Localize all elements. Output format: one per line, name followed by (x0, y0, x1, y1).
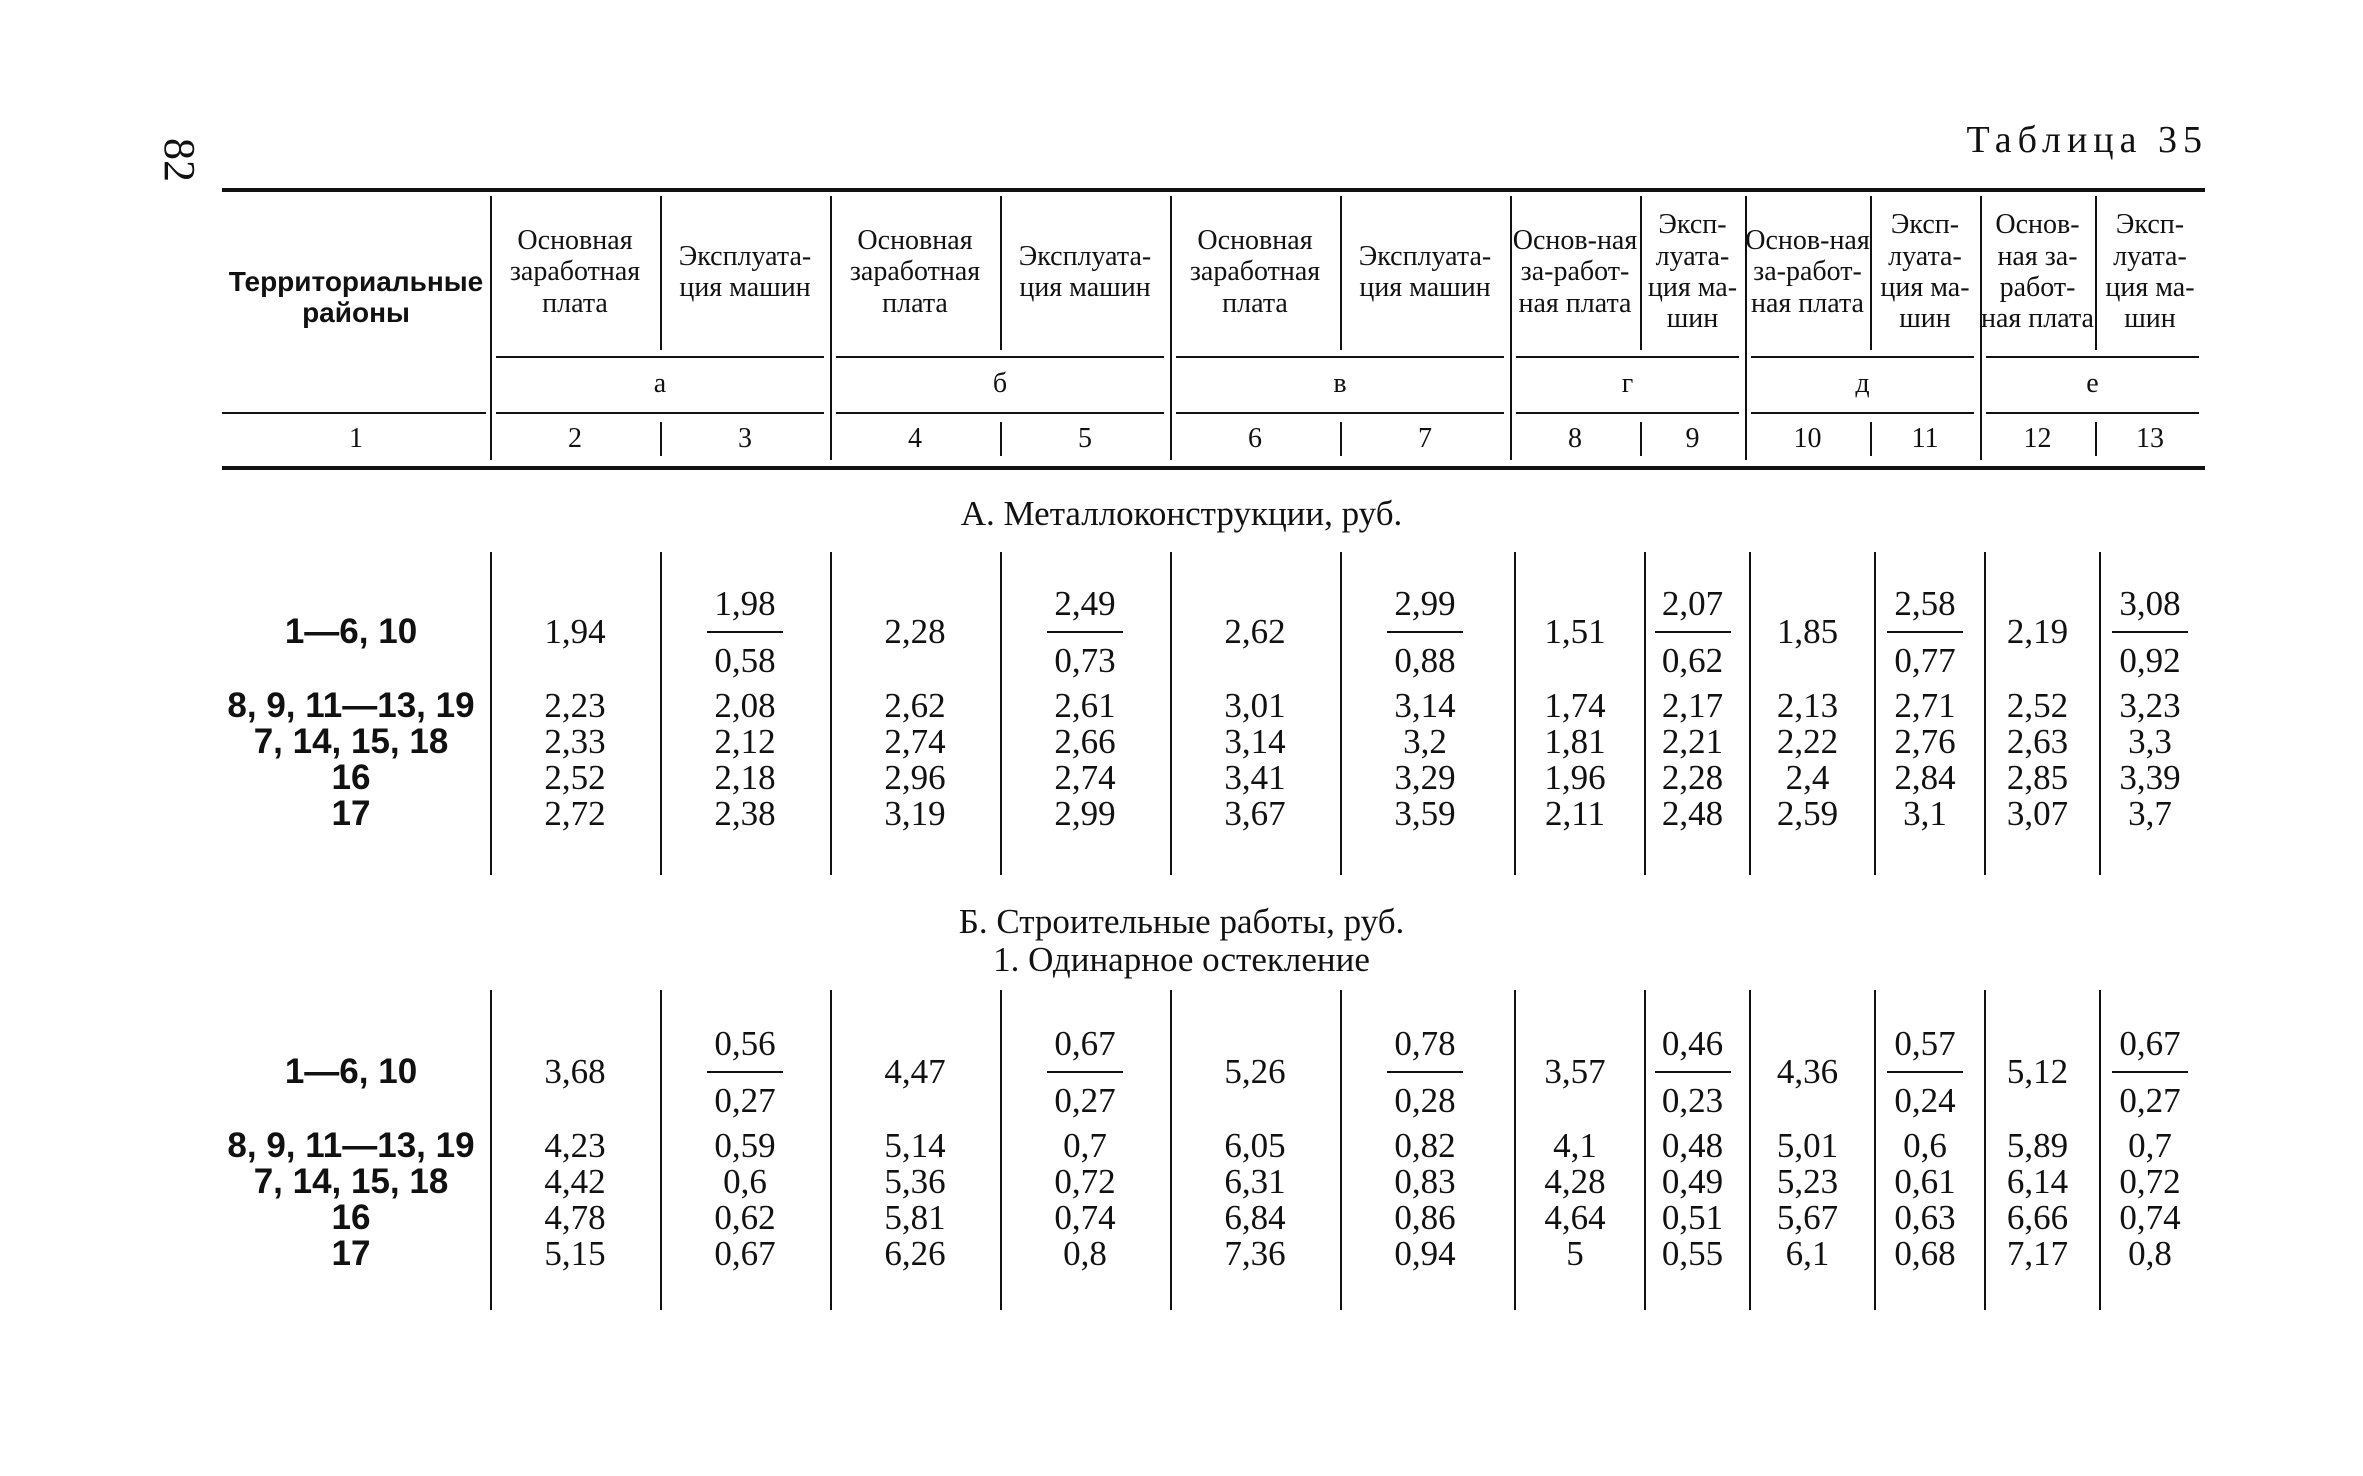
table-cell-value: 2,17 (1661, 686, 1724, 726)
row-label: 7, 14, 15, 18 (253, 722, 449, 762)
table-cell-value: 2,21 (1661, 722, 1724, 762)
column-title-machine-operation: Эксплуата-ция машин (1358, 240, 1492, 303)
table-cell-value: 0,6 (723, 1162, 767, 1202)
table-cell-value: 5,12 (2006, 1052, 2069, 1092)
table-cell-value: 7,36 (1224, 1234, 1286, 1274)
table-cell-value: 0,61 (1894, 1162, 1956, 1202)
fraction-denominator: 0,23 (1661, 1081, 1724, 1120)
fraction-cell (1870, 572, 1980, 692)
table-cell-value: 2,13 (1776, 686, 1839, 726)
table-cell-value: 3,67 (1224, 794, 1286, 834)
fraction-numerator: 0,67 (2119, 1023, 2181, 1063)
table-cell-value: 2,99 (1054, 794, 1116, 834)
table-cell-value: 6,84 (1224, 1198, 1286, 1238)
table-cell-value: 3,14 (1224, 722, 1286, 762)
fraction-denominator: 0,62 (1661, 641, 1724, 680)
table-cell-value: 3,07 (2006, 794, 2069, 834)
fraction-denominator: 0,27 (2119, 1081, 2181, 1120)
column-number: 4 (908, 423, 922, 455)
table-cell-value: 2,71 (1894, 686, 1956, 726)
fraction-bar (1047, 1071, 1123, 1073)
row-label: 1—6, 10 (284, 612, 418, 652)
table-cell-value: 5,89 (2006, 1126, 2069, 1166)
row-label: 8, 9, 11—13, 19 (227, 1126, 475, 1166)
table-cell-value: 1,51 (1544, 612, 1606, 652)
table-cell-value: 0,8 (1063, 1234, 1107, 1274)
table-cell-value: 5,14 (884, 1126, 946, 1166)
fraction-bar (1387, 631, 1463, 633)
group-letter: б (992, 368, 1008, 400)
fraction-cell (1000, 572, 1170, 692)
column-number: 13 (2136, 423, 2164, 455)
table-cell-value: 4,78 (544, 1198, 606, 1238)
fraction-numerator: 2,58 (1894, 583, 1956, 623)
fraction-bar (2112, 1071, 2188, 1073)
table-cell-value: 3,7 (2128, 794, 2172, 834)
column-title-territorial-regions: Территориальные районы (228, 265, 484, 328)
table-cell-value: 4,23 (544, 1126, 606, 1166)
table-cell-value: 2,52 (2006, 686, 2069, 726)
table-cell-value: 1,85 (1776, 612, 1839, 652)
column-title-machine-operation: Эксплуата-ция машин (1018, 240, 1152, 303)
column-title-base-wage: Основная заработная плата (849, 224, 981, 319)
section-subtitle: 1. Одинарное остекление (993, 940, 1370, 979)
fraction-numerator: 0,67 (1054, 1023, 1116, 1063)
column-title-base-wage: Основная заработная плата (1189, 224, 1321, 319)
column-number: 12 (2023, 423, 2052, 455)
fraction-cell (660, 572, 830, 692)
table-cell-value: 7,17 (2006, 1234, 2069, 1274)
table-cell-value: 2,61 (1054, 686, 1116, 726)
column-number: 11 (1911, 423, 1939, 455)
table-cell-value: 5,36 (884, 1162, 946, 1202)
table-cell-value: 2,28 (884, 612, 946, 652)
fraction-numerator: 2,49 (1054, 583, 1116, 623)
table-cell-value: 3,29 (1394, 758, 1456, 798)
fraction-numerator: 0,57 (1894, 1023, 1956, 1063)
table-cell-value: 2,12 (714, 722, 776, 762)
table-cell-value: 3,41 (1224, 758, 1286, 798)
fraction-numerator: 1,98 (714, 583, 776, 623)
fraction-bar (1655, 1071, 1731, 1073)
table-cell-value: 0,6 (1903, 1126, 1947, 1166)
column-title-base-wage: Основ-ная за-работ-ная плата (1512, 224, 1638, 319)
table-cell-value: 3,19 (884, 794, 946, 834)
row-label: 8, 9, 11—13, 19 (227, 686, 475, 726)
table-cell-value: 2,4 (1785, 758, 1830, 798)
table-cell-value: 2,23 (544, 686, 606, 726)
fraction-bar (1387, 1071, 1463, 1073)
column-title-machine-operation: Эксп-луата-ция ма-шин (2105, 209, 2195, 335)
table-cell-value: 3,57 (1544, 1052, 1606, 1092)
table-cell-value: 3,23 (2119, 686, 2181, 726)
table-cell-value: 1,96 (1544, 758, 1606, 798)
table-cell-value: 2,19 (2006, 612, 2069, 652)
table-cell-value: 3,1 (1903, 794, 1947, 834)
section-title: Б. Строительные работы, руб. (958, 902, 1405, 941)
fraction-cell (1640, 1012, 1745, 1132)
table-cell-value: 2,18 (714, 758, 776, 798)
table-cell-value: 0,62 (714, 1198, 776, 1238)
table-cell-value: 5,81 (884, 1198, 946, 1238)
table-cell-value: 0,74 (2119, 1198, 2181, 1238)
column-title-machine-operation: Эксп-луата-ция ма-шин (1880, 209, 1970, 335)
table-cell-value: 2,38 (714, 794, 776, 834)
table-cell-value: 2,62 (1224, 612, 1286, 652)
column-title-machine-operation: Эксп-луата-ция ма-шин (1647, 209, 1738, 335)
fraction-cell (1640, 572, 1745, 692)
table-cell-value: 0,8 (2128, 1234, 2172, 1274)
table-cell-value: 2,48 (1661, 794, 1724, 834)
fraction-bar (707, 1071, 783, 1073)
fraction-numerator: 3,08 (2119, 583, 2181, 623)
table-cell-value: 0,82 (1394, 1126, 1456, 1166)
table-cell-value: 6,14 (2006, 1162, 2069, 1202)
fraction-numerator: 0,56 (714, 1023, 776, 1063)
table-cell-value: 0,72 (2119, 1162, 2181, 1202)
table-cell-value: 2,33 (544, 722, 606, 762)
group-letter: е (2086, 368, 2099, 400)
table-cell-value: 2,59 (1776, 794, 1839, 834)
table-cell-value: 1,74 (1544, 686, 1606, 726)
fraction-cell (2095, 572, 2205, 692)
table-cell-value: 0,48 (1661, 1126, 1724, 1166)
table-cell-value: 2,11 (1545, 794, 1605, 834)
table-cell-value: 0,74 (1054, 1198, 1116, 1238)
fraction-bar (2112, 631, 2188, 633)
fraction-cell (1000, 1012, 1170, 1132)
table-cell-value: 0,49 (1661, 1162, 1724, 1202)
column-number: 1 (349, 423, 363, 455)
fraction-numerator: 0,78 (1394, 1023, 1456, 1063)
group-letter: д (1855, 368, 1870, 400)
table-cell-value: 6,31 (1224, 1162, 1286, 1202)
table-cell-value: 2,74 (884, 722, 946, 762)
table-cell-value: 0,51 (1661, 1198, 1724, 1238)
column-number: 7 (1418, 423, 1432, 455)
table-cell-value: 4,28 (1544, 1162, 1606, 1202)
fraction-denominator: 0,28 (1394, 1081, 1456, 1120)
table-cell-value: 0,7 (2128, 1126, 2172, 1166)
table-cell-value: 0,86 (1394, 1198, 1456, 1238)
table-cell-value: 0,7 (1063, 1126, 1107, 1166)
header-bottom-rule (222, 466, 2205, 470)
table-cell-value: 0,55 (1661, 1234, 1724, 1274)
table-cell-value: 2,85 (2006, 758, 2069, 798)
table-cell-value: 5 (1566, 1234, 1584, 1274)
column-number: 10 (1793, 423, 1822, 455)
column-title-base-wage: Основ-ная за-работ-ная плата (1745, 224, 1870, 319)
table-cell-value: 5,26 (1224, 1052, 1286, 1092)
table-cell-value: 0,72 (1054, 1162, 1116, 1202)
table-cell-value: 0,63 (1894, 1198, 1956, 1238)
table-cell-value: 0,59 (714, 1126, 776, 1166)
fraction-denominator: 0,88 (1394, 641, 1456, 680)
row-label: 16 (331, 1198, 371, 1238)
fraction-bar (707, 631, 783, 633)
fraction-cell (1340, 572, 1510, 692)
fraction-denominator: 0,92 (2119, 641, 2181, 680)
fraction-bar (1887, 1071, 1963, 1073)
table-cell-value: 3,2 (1403, 722, 1447, 762)
table-cell-value: 3,39 (2119, 758, 2181, 798)
row-label: 16 (331, 758, 371, 798)
fraction-bar (1047, 631, 1123, 633)
group-letter: а (653, 368, 667, 400)
fraction-denominator: 0,77 (1894, 641, 1956, 680)
row-label: 7, 14, 15, 18 (253, 1162, 449, 1202)
table-cell-value: 0,94 (1394, 1234, 1456, 1274)
column-number: 6 (1248, 423, 1262, 455)
table-cell-value: 1,81 (1544, 722, 1606, 762)
fraction-numerator: 2,07 (1661, 583, 1724, 623)
fraction-cell (1340, 1012, 1510, 1132)
table-cell-value: 6,1 (1785, 1234, 1830, 1274)
fraction-cell (2095, 1012, 2205, 1132)
table-cell-value: 2,52 (544, 758, 606, 798)
fraction-bar (1887, 631, 1963, 633)
table-cell-value: 3,59 (1394, 794, 1456, 834)
table-cell-value: 2,62 (884, 686, 946, 726)
table-cell-value: 2,96 (884, 758, 946, 798)
table-cell-value: 4,42 (544, 1162, 606, 1202)
section-title: А. Металлоконструкции, руб. (960, 494, 1403, 533)
fraction-denominator: 0,27 (714, 1081, 776, 1120)
column-number: 5 (1078, 423, 1092, 455)
table-cell-value: 4,47 (884, 1052, 946, 1092)
table-cell-value: 1,94 (544, 612, 606, 652)
column-title-base-wage: Основ-ная за-работ-ная плата (1981, 209, 2094, 335)
table-cell-value: 3,01 (1224, 686, 1286, 726)
row-label: 17 (331, 1234, 371, 1274)
page-number: 82 (155, 138, 205, 182)
table-cell-value: 2,28 (1661, 758, 1724, 798)
column-number: 2 (568, 423, 582, 455)
row-label: 1—6, 10 (284, 1052, 418, 1092)
group-letter: в (1333, 368, 1347, 400)
column-title-base-wage: Основная заработная плата (509, 224, 641, 319)
table-cell-value: 0,83 (1394, 1162, 1456, 1202)
table-cell-value: 0,67 (714, 1234, 776, 1274)
fraction-bar (1655, 631, 1731, 633)
table-cell-value: 6,26 (884, 1234, 946, 1274)
fraction-denominator: 0,27 (1054, 1081, 1116, 1120)
fraction-cell (1870, 1012, 1980, 1132)
group-letter: г (1621, 368, 1634, 400)
row-label: 17 (331, 794, 371, 834)
table-cell-value: 5,01 (1776, 1126, 1839, 1166)
table-cell-value: 6,05 (1224, 1126, 1286, 1166)
table-cell-value: 2,84 (1894, 758, 1956, 798)
table-cell-value: 0,68 (1894, 1234, 1956, 1274)
table-cell-value: 4,36 (1776, 1052, 1839, 1092)
table-cell-value: 3,68 (544, 1052, 606, 1092)
fraction-denominator: 0,73 (1054, 641, 1116, 680)
table-cell-value: 2,08 (714, 686, 776, 726)
fraction-denominator: 0,58 (714, 641, 776, 680)
column-number: 3 (738, 423, 752, 455)
table-cell-value: 4,1 (1553, 1126, 1597, 1166)
table-cell-value: 6,66 (2006, 1198, 2069, 1238)
table-cell-value: 2,63 (2006, 722, 2069, 762)
table-cell-value: 2,72 (544, 794, 606, 834)
table-cell-value: 4,64 (1544, 1198, 1606, 1238)
table-caption: Таблица 35 (1966, 119, 2208, 161)
fraction-numerator: 2,99 (1394, 583, 1456, 623)
column-number: 9 (1685, 423, 1700, 455)
fraction-denominator: 0,24 (1894, 1081, 1956, 1120)
table-cell-value: 2,22 (1776, 722, 1839, 762)
table-cell-value: 2,66 (1054, 722, 1116, 762)
table-cell-value: 5,15 (544, 1234, 606, 1274)
table-cell-value: 5,23 (1776, 1162, 1839, 1202)
fraction-cell (660, 1012, 830, 1132)
table-cell-value: 2,76 (1894, 722, 1956, 762)
table-cell-value: 3,3 (2128, 722, 2172, 762)
table-cell-value: 3,14 (1394, 686, 1456, 726)
table-cell-value: 2,74 (1054, 758, 1116, 798)
column-title-machine-operation: Эксплуата-ция машин (678, 240, 812, 303)
table-cell-value: 5,67 (1776, 1198, 1839, 1238)
fraction-numerator: 0,46 (1661, 1023, 1724, 1063)
column-number: 8 (1568, 423, 1582, 455)
